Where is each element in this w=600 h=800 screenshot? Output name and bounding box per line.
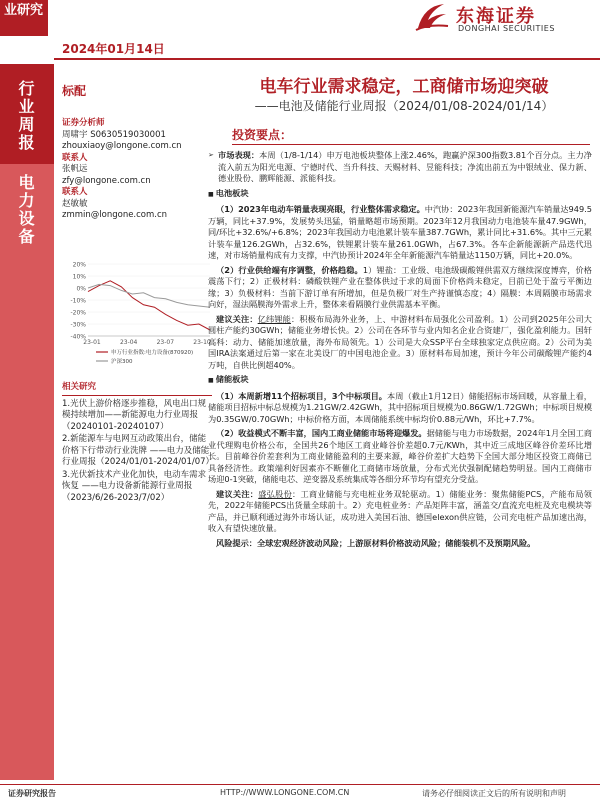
y-tick-label: 0% (76, 285, 86, 293)
contact-name: 张帆远 (62, 164, 88, 174)
industry-rating: 标配 (62, 84, 87, 98)
x-tick-label: 23-04 (119, 339, 138, 346)
paragraph: （2）行业供给端有序调整，价格趋稳。1）锂盐：工业级、电池级碳酸锂供需双方继续深度博弈，价格震荡下行；2）正极材料：磷酸铁锂产业在整体供过于求的局面下价格尚未稳定，目前已处于盈亏平衡边缘；3）负极材料：当前下游订单有所增加，但是负极厂对生产持谨慎态度；4）隔膜：本周隔膜市场需求向好，湿法隔膜海外需求上升，整体来看隔膜行业供需基本平衡。 (208, 264, 592, 309)
industry-vertical: 电力设备 (16, 174, 35, 246)
storage-section-heading: ■ 储能板块 (208, 374, 592, 387)
contact-label: 联系人 (62, 187, 88, 197)
report-date: 2024年01月14日 (62, 42, 165, 56)
analyst-info (62, 118, 212, 222)
related-research-item[interactable]: 1.光伏上游价格逐步推稳，风电出口规模持续增加——新能源电力行业周报（20240101-20240107） (62, 398, 207, 432)
contact-label: 联系人 (62, 152, 88, 163)
side-band (0, 64, 54, 780)
report-category-vertical: 行业周报 (16, 80, 35, 152)
x-tick-label: 23-10 (193, 339, 211, 346)
legend-label: 沪深300 (111, 359, 133, 365)
section-heading: 投资要点： (232, 128, 293, 142)
market-performance: ➢ 市场表现：本周（1/8-1/14）申万电池板块整体上涨2.46%，跑赢沪深300指数3.81个百分点。主力净流入前五为阳光电源、宁德时代、当升科技、天赐材料、昱能科技；净流出前五为中银绒业、保力新、德业股份、鹏辉能源、派能科技。 (208, 150, 592, 185)
paragraph: （1）2023年电动车销量表现亮眼，行业整体需求稳定。中汽协：2023年我国新能源汽车销量达949.5万辆，同比+37.9%，发展势头迅猛，销量略超市场预期。2023年12月我国动力电池装车量47.9GWh，同/环比+32.6%/+6.8%；2023年我国动力电池累计装车量387.7GWh，累计同比+31.6%。其中三元累计装车量126.2GWh，占32.6%，铁锂累计装车量261.0GWh，占67.3%。各车企新能源新产品迭代迅速，对市场销量构成有力支撑，中汽协预计2024年全年新能源汽车销量达1150万辆，同比+20.0%。 (208, 204, 592, 260)
performance-chart (62, 258, 214, 376)
paragraph: （1）本周新增11个招标项目，3个中标项目。本周（截止1月12日）储能招标市场回暖，从容量上看，储能项目招标中标总规模为1.21GW/2.42GWh，其中招标项目规模为0.86GW/1.72GWh；中标项目规模为0.35GW/0.70GWh；中标价格方面，本周储能系统中标均价0.88元/Wh，环比+7.7%。 (208, 390, 593, 424)
logo-english-name: DONGHAI SECURITIES (458, 24, 555, 33)
paragraph: 建议关注：盛弘股份：工商业储能与充电桩业务双轮驱动。1）储能业务：聚焦储能PCS，产能布局领先，2022年储能PCS出货量全球前十。2）充电桩业务：产品矩阵丰富，涵盖交/直流充电桩及充电模块等产品，并已顺利通过海外市场认证，成功进入美国石油、德国elexon供应链，公司充电桩产品加速出海，收入有望快速放量。 (208, 488, 592, 533)
x-tick-label: 23-01 (83, 339, 101, 346)
contact-email: zfy@longone.com.cn (62, 175, 151, 186)
related-research (62, 382, 215, 505)
company-logo (414, 0, 600, 36)
footer-disclaimer: 请务必仔细阅读正文后的所有说明和声明 (422, 789, 566, 798)
paragraph: （2）收益模式不断丰富，国内工商业储能市场将迎爆发。据储能与电力市场数据，2024年1月全国工商业代理购电价格公布，全国共26个地区工商业峰谷价差超0.7元/KWh，其中近三成地区峰谷价差环比增长。目前峰谷价差套利为工商业储能盈利的主要来源，峰谷价差扩大趋势下全国大部分地区投资工商储已具备经济性。政策端利好因素亦不断催化工商储市场放量，分布式光伏强制配储趋势明显。国内工商储市场迎0-1突破，储能电芯、逆变器及系统集成等各细分环节均有望充分受益。 (208, 428, 592, 484)
analyst-name: 周啸宇 S0630519030001 (62, 129, 166, 140)
logo-chinese-name: 东海证券 (456, 6, 536, 27)
x-tick-label: 23-07 (156, 339, 175, 346)
header-divider (54, 58, 600, 60)
analyst-label: 证券分析师 (62, 118, 105, 128)
paragraph: 建议关注：亿纬锂能：积极布局海外业务，上、中游材料布局强化公司盈利。1）公司到2025年公司大圆柱产能约30GWh；储能业务增长快。2）公司在各环节与业内知名企业合资建厂，强化盈利能力。国轩高科：动力、储能加速放量，海外布局领先。1）公司是大众SSP平台全球独家定点供应商。2）公司为美国IRA法案通过后第一家在北美设厂的中国电池企业。3）原材料布局加速，预计今年公司碳酸锂产能约4万吨，自供比例超40%。 (208, 313, 592, 370)
footer-left: 证券研究报告 (8, 789, 56, 798)
contact-name: 赵敏敏 (62, 198, 88, 209)
performance-chart-svg (62, 258, 214, 376)
related-research-item[interactable]: 3.光伏新技术产业化加快，电动车需求恢复 ——电力设备新能源行业周报（2023/6/26-2023/7/02） (62, 469, 207, 503)
battery-section-heading: ■ 电池板块 (208, 188, 592, 201)
y-tick-label: 10% (72, 273, 86, 281)
report-subtitle: ——电池及储能行业周报（2024/01/08-2024/01/14） (254, 99, 554, 113)
analyst-email: zhouxiaoy@longone.com.cn (62, 141, 182, 151)
y-tick-label: -30% (70, 321, 86, 329)
footer-divider (0, 784, 600, 785)
y-tick-label: 20% (72, 261, 86, 269)
report-body (208, 150, 592, 552)
related-research-title: 相关研究 (62, 382, 212, 396)
legend-label: 申万行业指数:电力设备(870920) (111, 350, 194, 356)
y-tick-label: -10% (70, 297, 86, 305)
footer-website[interactable]: HTTP://WWW.LONGONE.COM.CN (220, 788, 350, 797)
report-type-tab: 业研究 (0, 0, 48, 36)
y-tick-label: -20% (70, 309, 86, 317)
related-research-item[interactable]: 2.新能源车与电网互动政策出台，储能价格下行带动行业洗牌 ——电力及储能行业周报（2024/01/01-2024/01/07） (62, 434, 215, 467)
contact-email: zmmin@longone.com.cn (62, 210, 168, 220)
y-tick-label: -40% (70, 333, 86, 341)
report-title: 电车行业需求稳定，工商储市场迎突破 (259, 77, 549, 97)
risk-warning: 风险提示：全球宏观经济波动风险；上游原材料价格波动风险；储能装机不及预期风险。 (216, 537, 536, 548)
logo-mark-icon (414, 0, 450, 32)
section-divider (232, 144, 590, 145)
